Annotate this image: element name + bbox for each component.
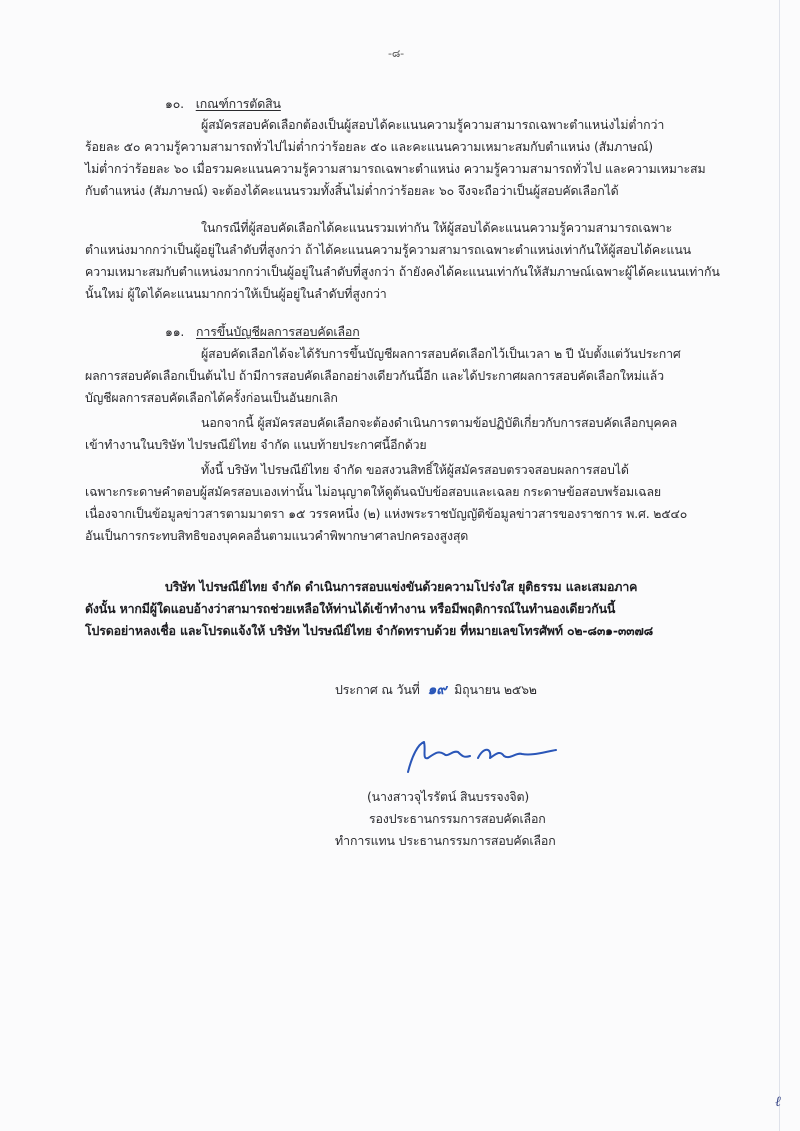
notice-line: บริษัท ไปรษณีย์ไทย จำกัด ดำเนินการสอบแข่งขันด้วยความโปร่งใส ยุติธรรม และเสมอภาค [165,579,638,594]
section-11-para1-line: บัญชีผลการสอบคัดเลือกได้ครั้งก่อนเป็นอันยกเลิก [85,390,338,405]
section-11-heading [165,324,360,340]
section-11-para2-line: นอกจากนี้ ผู้สมัครสอบคัดเลือกจะต้องดำเนินการตามข้อปฏิบัติเกี่ยวกับการสอบคัดเลือกบุคคล [201,415,678,430]
section-11-para1-line: ผู้สอบคัดเลือกได้จะได้รับการขึ้นบัญชีผลการสอบคัดเลือกไว้เป็นเวลา ๒ ปี นับตั้งแต่วันประกาศ [201,346,681,361]
signatory-acting: ทำการแทน ประธานกรรมการสอบคัดเลือก [335,833,556,848]
section-10-title: เกณฑ์การตัดสิน [195,96,281,111]
section-11-para1-line: ผลการสอบคัดเลือกเป็นต้นไป ถ้ามีการสอบคัดเลือกอย่างเดียวกันนี้อีก และได้ประกาศผลการสอบคัดเลือกใหม่แล้ว [85,368,664,383]
section-10-para2-line: ความเหมาะสมกับตำแหน่งมากกว่าเป็นผู้อยู่ในลำดับที่สูงกว่า ถ้ายังคงได้คะแนนเท่ากันให้สัมภาษณ์เฉพาะผู้ได้คะแนนเท่ากัน [85,264,720,279]
announcement-date [335,682,537,698]
notice-line: ดังนั้น หากมีผู้ใดแอบอ้างว่าสามารถช่วยเหลือให้ท่านได้เข้าทำงาน หรือมีพฤติการณ์ในทำนองเดียวกันนี้ [85,601,616,616]
announcement-prefix: ประกาศ ณ วันที่ [335,682,420,697]
section-11-para2-line: เข้าทำงานในบริษัท ไปรษณีย์ไทย จำกัด แนบท้ายประกาศนี้อีกด้วย [85,437,427,452]
signature-icon [400,736,560,776]
section-10-para1-line: กับตำแหน่ง (สัมภาษณ์) จะต้องได้คะแนนรวมทั้งสิ้นไม่ต่ำกว่าร้อยละ ๖๐ จึงจะถือว่าเป็นผู้สอบคัดเลือกได้ [85,183,619,198]
section-11-para3-line: ทั้งนี้ บริษัท ไปรษณีย์ไทย จำกัด ขอสงวนสิทธิ์ให้ผู้สมัครสอบตรวจสอบผลการสอบได้ [201,462,629,477]
section-10-para1-line: ร้อยละ ๕๐ ความรู้ความสามารถทั่วไปไม่ต่ำกว่าร้อยละ ๕๐ และคะแนนความเหมาะสมกับตำแหน่ง (สัมภาษณ์) [85,139,653,154]
section-10-heading [165,96,281,112]
section-11-title: การขึ้นบัญชีผลการสอบคัดเลือก [196,324,360,339]
announcement-month-year: มิถุนายน ๒๕๖๒ [454,682,537,697]
section-10-para2-line: นั้นใหม่ ผู้ใดได้คะแนนมากกว่าให้เป็นผู้อยู่ในลำดับที่สูงกว่า [85,286,387,301]
corner-initial-mark: ℓ [775,1094,781,1110]
section-10-para1-line: ผู้สมัครสอบคัดเลือกต้องเป็นผู้สอบได้คะแนนความรู้ความสามารถเฉพาะตำแหน่งไม่ต่ำกว่า [201,117,665,132]
signatory-name: (นางสาวจุไรรัตน์ สินบรรจงจิต) [367,789,530,804]
signatory-position: รองประธานกรรมการสอบคัดเลือก [369,811,546,826]
section-10-para1-line: ไม่ต่ำกว่าร้อยละ ๖๐ เมื่อรวมคะแนนความรู้ความสามารถเฉพาะตำแหน่ง ความรู้ความสามารถทั่วไป และความเหมาะสม [85,161,706,176]
page-number: -๘- [388,47,404,60]
section-11-number: ๑๑. [165,324,185,339]
notice-line: โปรดอย่าหลงเชื่อ และโปรดแจ้งให้ บริษัท ไปรษณีย์ไทย จำกัดทราบด้วย ที่หมายเลขโทรศัพท์ ๐๒-๘๓๑-๓๓๗๘ [85,623,654,638]
section-10-para2-line: ตำแหน่งมากกว่าเป็นผู้อยู่ในลำดับที่สูงกว่า ถ้าได้คะแนนความรู้ความสามารถเฉพาะตำแหน่งเท่ากันให้ผู้สอบได้คะแนน [85,242,691,257]
section-11-para3-line: อันเป็นการกระทบสิทธิของบุคคลอื่นตามแนวคำพิพากษาศาลปกครองสูงสุด [85,528,469,543]
scan-edge-line [779,0,780,1131]
section-11-para3-line: เฉพาะกระดาษคำตอบผู้สมัครสอบเองเท่านั้น ไม่อนุญาตให้ดูต้นฉบับข้อสอบและเฉลย กระดาษข้อสอบพร้อมเฉลย [85,484,661,499]
section-10-para2-line: ในกรณีที่ผู้สอบคัดเลือกได้คะแนนรวมเท่ากัน ให้ผู้สอบได้คะแนนความรู้ความสามารถเฉพาะ [201,220,673,235]
section-11-para3-line: เนื่องจากเป็นข้อมูลข่าวสารตามมาตรา ๑๕ วรรคหนึ่ง (๒) แห่งพระราชบัญญัติข้อมูลข่าวสารของราชการ พ.ศ. ๒๕๔๐ [85,506,688,521]
section-10-number: ๑๐. [165,96,184,111]
handwritten-day: ๑๙ [427,682,447,698]
